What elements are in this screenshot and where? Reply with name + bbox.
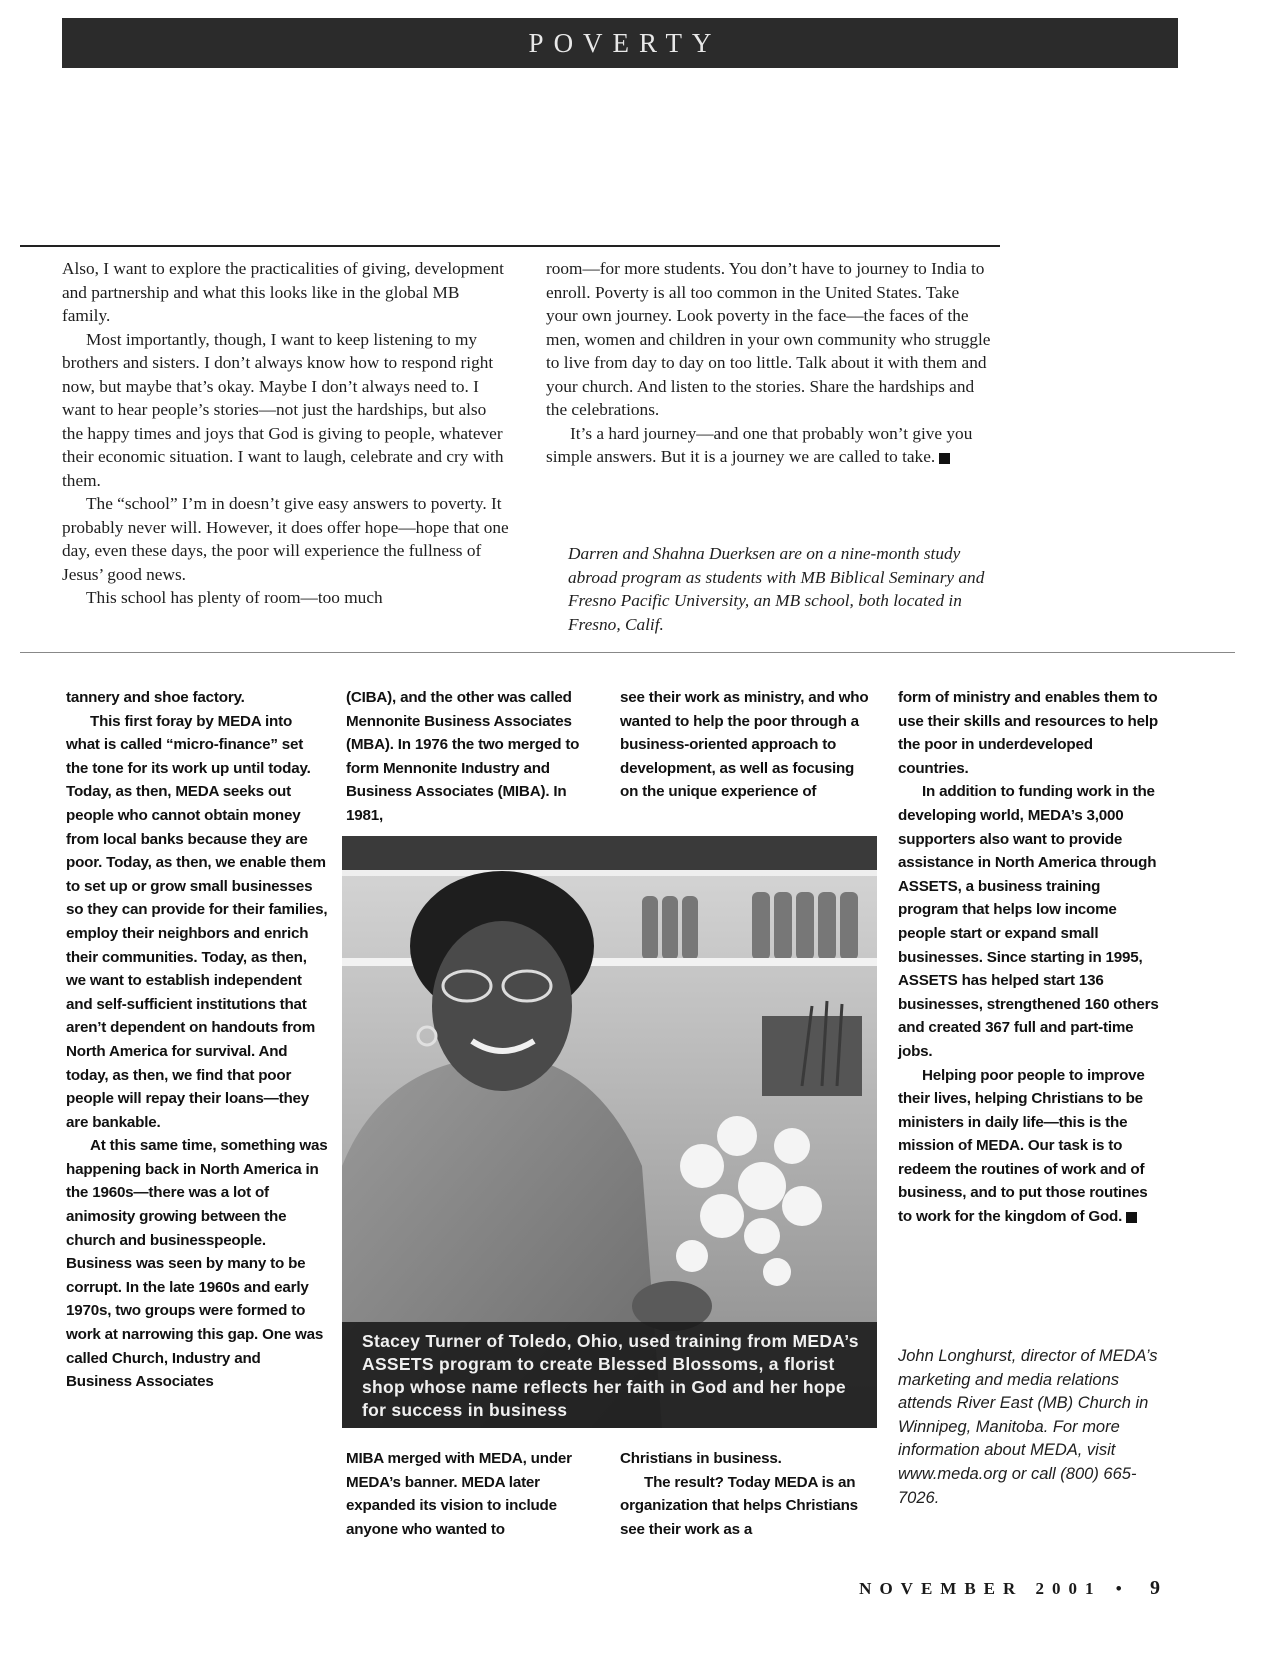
paragraph: This school has plenty of room—too much xyxy=(86,588,383,607)
paragraph: see their work as ministry, and who wanted to help the poor through a business-oriented approach to development, as well as focusing on the unique experience of xyxy=(620,689,869,801)
meda-article-column-2-top xyxy=(346,686,598,828)
paragraph xyxy=(898,1064,1160,1229)
meda-article-column-3-top xyxy=(620,686,872,804)
paragraph: room—for more students. You don’t have to journey to India to enroll. Poverty is all too common in the United States. Take your own journey. Look poverty in the face—the faces of the men, women and children in your own community who struggle to live from day to day on too little. Talk about it with them and your church. And listen to the stories. Share the hardships and the celebrations. xyxy=(546,259,991,419)
section-title: POVERTY xyxy=(528,27,722,58)
paragraph: (CIBA), and the other was called Mennonite Business Associates (MBA). In 1976 the two merged to form Mennonite Industry and Business Associates (MIBA). In 1981, xyxy=(346,689,580,824)
section-banner xyxy=(62,18,1178,68)
issue-date: NOVEMBER 2001 xyxy=(859,1579,1102,1598)
top-rule xyxy=(20,245,1000,247)
page-number: 9 xyxy=(1150,1577,1160,1599)
meda-article-column-2-bottom xyxy=(346,1447,598,1541)
paragraph: This first foray by MEDA into what is called “micro-finance” set the tone for its work up until today. Today, as then, MEDA seeks out people who cannot obtain money from local banks because they are poor. Today, as then, we enable them to set up or grow small businesses so they can provide for their families, employ their neighbors and enrich their communities. Today, as then, we want to establish independent and self-sufficient institutions that aren’t dependent on handouts from North America for survival. And today, as then, we find that poor people will repay their loans—they are bankable. xyxy=(66,712,328,1131)
photo-caption: Stacey Turner of Toledo, Ohio, used training from MEDA’s ASSETS program to create Blessed Blossoms, a florist shop whose name reflects her faith in God and her hope for success in business xyxy=(342,1322,877,1428)
paragraph xyxy=(546,422,994,469)
page-footer xyxy=(800,1577,1160,1600)
paragraph: form of ministry and enables them to use their skills and resources to help the poor in underdeveloped countries. xyxy=(898,689,1158,777)
bullet-separator: • xyxy=(1115,1579,1122,1598)
top-article-right-column xyxy=(546,257,994,469)
meda-article-column-1 xyxy=(66,686,328,1394)
paragraph: The result? Today MEDA is an organization that helps Christians see their work as a xyxy=(620,1473,858,1538)
paragraph: Most importantly, though, I want to keep listening to my brothers and sisters. I don’t always know how to respond right now, but maybe that’s okay. Maybe I don’t always need to. I want to hear people’s stories—not just the hardships, but also the happy times and joys that God is giving to people, whatever their economic situation. I want to laugh, celebrate and cry with them. xyxy=(62,329,504,490)
paragraph: In addition to funding work in the developing world, MEDA’s 3,000 supporters also want to provide assistance in North America through ASSETS, a business training program that helps low income people start or expand small businesses. Since starting in 1995, ASSETS has helped start 136 businesses, strengthened 160 others and created 367 full and part-time jobs. xyxy=(898,783,1159,1060)
paragraph: Christians in business. xyxy=(620,1450,782,1467)
paragraph-text: Helping poor people to improve their lives, helping Christians to be ministers in daily life—this is the mission of MEDA. Our task is to redeem the routines of work and of business, and to put those routines to work for the kingdom of God. xyxy=(898,1066,1148,1226)
paragraph: tannery and shoe factory. xyxy=(66,689,245,706)
meda-article-column-4 xyxy=(898,686,1160,1229)
meda-article-column-3-bottom xyxy=(620,1447,872,1541)
paragraph-text: It’s a hard journey—and one that probably won’t give you simple answers. But it is a journey we are called to take. xyxy=(546,423,973,466)
end-mark-icon xyxy=(939,453,950,464)
section-divider xyxy=(20,652,1235,653)
paragraph: MIBA merged with MEDA, under MEDA’s banner. MEDA later expanded its vision to include anyone who wanted to xyxy=(346,1450,572,1538)
end-mark-icon xyxy=(1126,1212,1137,1223)
top-article-left-column xyxy=(62,257,510,610)
paragraph: At this same time, something was happening back in North America in the 1960s—there was a lot of animosity growing between the church and businesspeople. Business was seen by many to be corrupt. In the late 1960s and early 1970s, two groups were formed to work at narrowing this gap. One was called Church, Industry and Business Associates xyxy=(66,1137,328,1391)
author-bio-bottom: John Longhurst, director of MEDA’s marketing and media relations attends River East (MB) Church in Winnipeg, Manitoba. For more information about MEDA, visit www.meda.org or call (800) 665-7026. xyxy=(898,1347,1158,1507)
author-bio-top: Darren and Shahna Duerksen are on a nine-month study abroad program as students with MB Biblical Seminary and Fresno Pacific University, an MB school, both located in Fresno, Calif. xyxy=(568,544,985,634)
paragraph: Also, I want to explore the practicalities of giving, development and partnership and what this looks like in the global MB family. xyxy=(62,259,504,325)
paragraph: The “school” I’m in doesn’t give easy answers to poverty. It probably never will. However, it does offer hope—hope that one day, even these days, the poor will experience the fullness of Jesus’ good news. xyxy=(62,494,509,584)
